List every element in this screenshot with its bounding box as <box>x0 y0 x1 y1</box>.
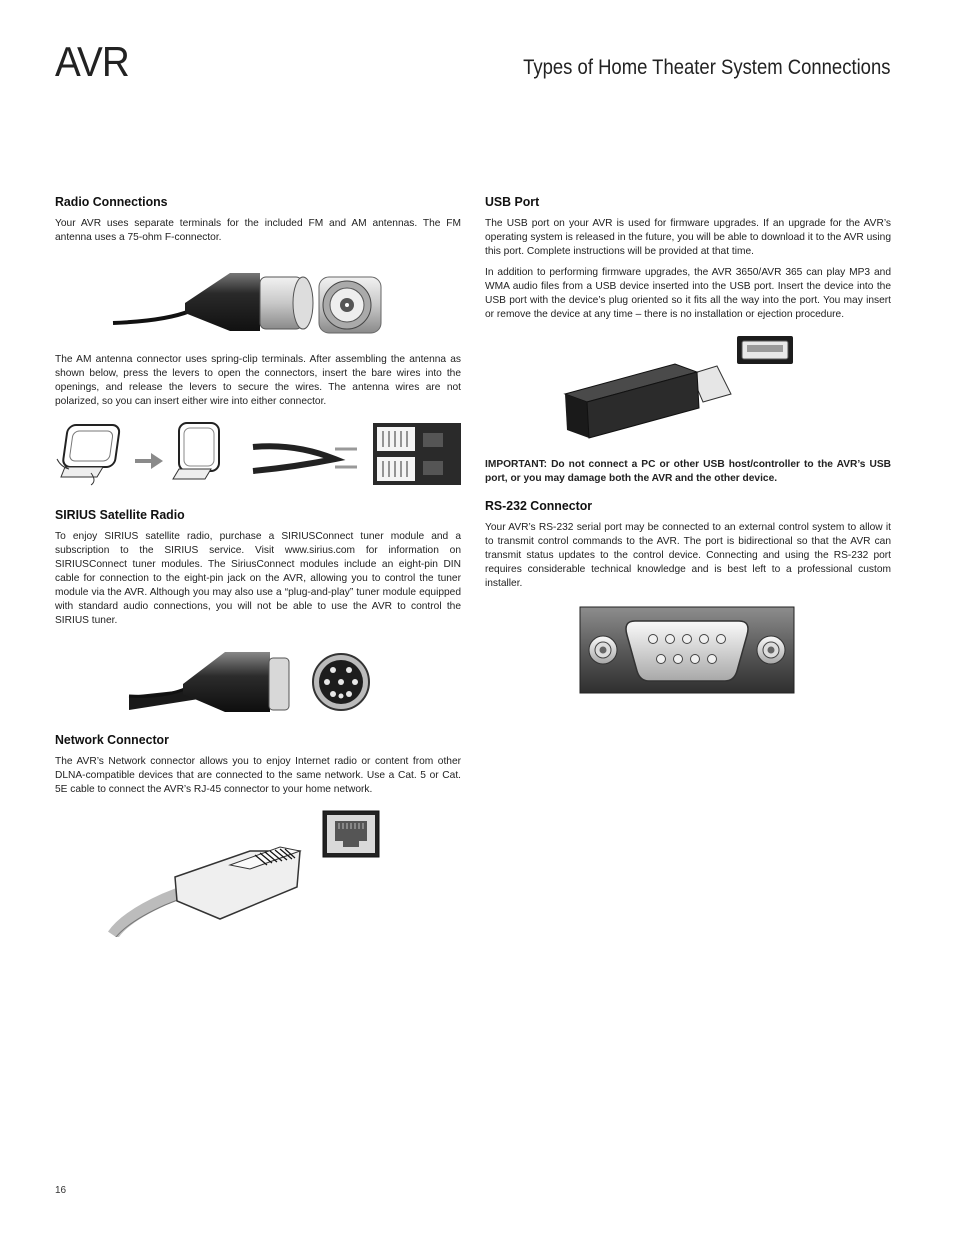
am-assembled-antenna-icon <box>173 423 219 479</box>
rs232-heading: RS-232 Connector <box>485 498 593 513</box>
network-section <box>55 732 461 937</box>
page-title: Types of Home Theater System Connections <box>522 56 890 79</box>
sirius-paragraph-1: To enjoy SIRIUS satellite radio, purchase a SIRIUSConnect tuner module and a subscription to the SIRIUS service. Visit www.sirius.com for information on SIRIUSConnect tuner modules. The SiriusConnect modules include an eight-pin DIN cable for connection to the eight-pin jack on the AVR, allowing you to control the tuner module via the AVR. Although you may also use a “plug-and-play” tuner module equipped with standard audio connections, you will not be able to use the AVR to control the SIRIUS tuner. <box>55 531 461 626</box>
sirius-section <box>55 507 461 718</box>
radio-heading: Radio Connections <box>55 194 168 209</box>
radio-paragraph-1: Your AVR uses separate terminals for the included FM and AM antennas. The FM antenna uses a 75-ohm F-connector. <box>55 218 461 243</box>
rs232-section <box>485 498 891 697</box>
brand-logo: AVR <box>55 38 129 85</box>
network-heading: Network Connector <box>55 732 169 747</box>
am-loop-antenna-icon <box>57 425 120 485</box>
network-paragraph-1: The AVR’s Network connector allows you to enjoy Internet radio or content from other DLNA-compatible devices that are connected to the same network. Use a Cat. 5 or Cat. 5E cable to connect the AVR’s RJ-45 connector to your home network. <box>55 756 461 795</box>
fm-connector-illustration <box>55 255 461 339</box>
usb-paragraph-1: The USB port on your AVR is used for firmware upgrades. If an upgrade for the AVR’s operating system is released in the future, you will be able to download it to the AVR using this port. Complete instructions will be provided at that time. <box>485 218 891 257</box>
page-number: 16 <box>55 1185 67 1196</box>
usb-paragraph-2: In addition to performing firmware upgrades, the AVR 3650/AVR 365 can play MP3 and WMA audio files from a USB device inserted into the USB port. Insert the device into the USB port with the device’s plug oriented so it fits all the way into the port. You may insert or remove the device at any time – there is no installation or ejection procedure. <box>485 267 891 320</box>
spring-clip-terminal-icon <box>373 423 461 485</box>
rs232-connector-illustration <box>485 605 891 697</box>
radio-paragraph-2: The AM antenna connector uses spring-clip terminals. After assembling the antenna as shown below, press the levers to open the connectors, insert the bare wires into the openings, and release the levers to secure the wires. The antenna wires are not polarized, so you can insert either wire into either connector. <box>55 354 461 407</box>
radio-section <box>55 194 461 493</box>
usb-important-note: IMPORTANT: Do not connect a PC or other USB host/controller to the AVR’s USB port, or you may damage both the AVR and the other device. <box>485 459 891 484</box>
usb-section <box>485 194 891 486</box>
rs232-paragraph-1: Your AVR’s RS-232 serial port may be connected to an external control system to allow it to transmit control commands to the AVR. The port is bidirectional so that the AVR can transmit status updates to the control device. Connecting and using the RS-232 port requires considerable technical knowledge and is best left to a professional custom installer. <box>485 522 891 589</box>
sirius-heading: SIRIUS Satellite Radio <box>55 507 185 522</box>
usb-heading: USB Port <box>485 194 540 209</box>
left-column <box>55 194 461 951</box>
usb-device-illustration <box>485 332 891 444</box>
right-column <box>485 194 891 711</box>
antenna-wire-icon <box>253 446 357 471</box>
din-connector-illustration <box>55 638 461 718</box>
am-antenna-illustration <box>55 419 461 493</box>
rj45-connector-illustration <box>55 807 461 937</box>
